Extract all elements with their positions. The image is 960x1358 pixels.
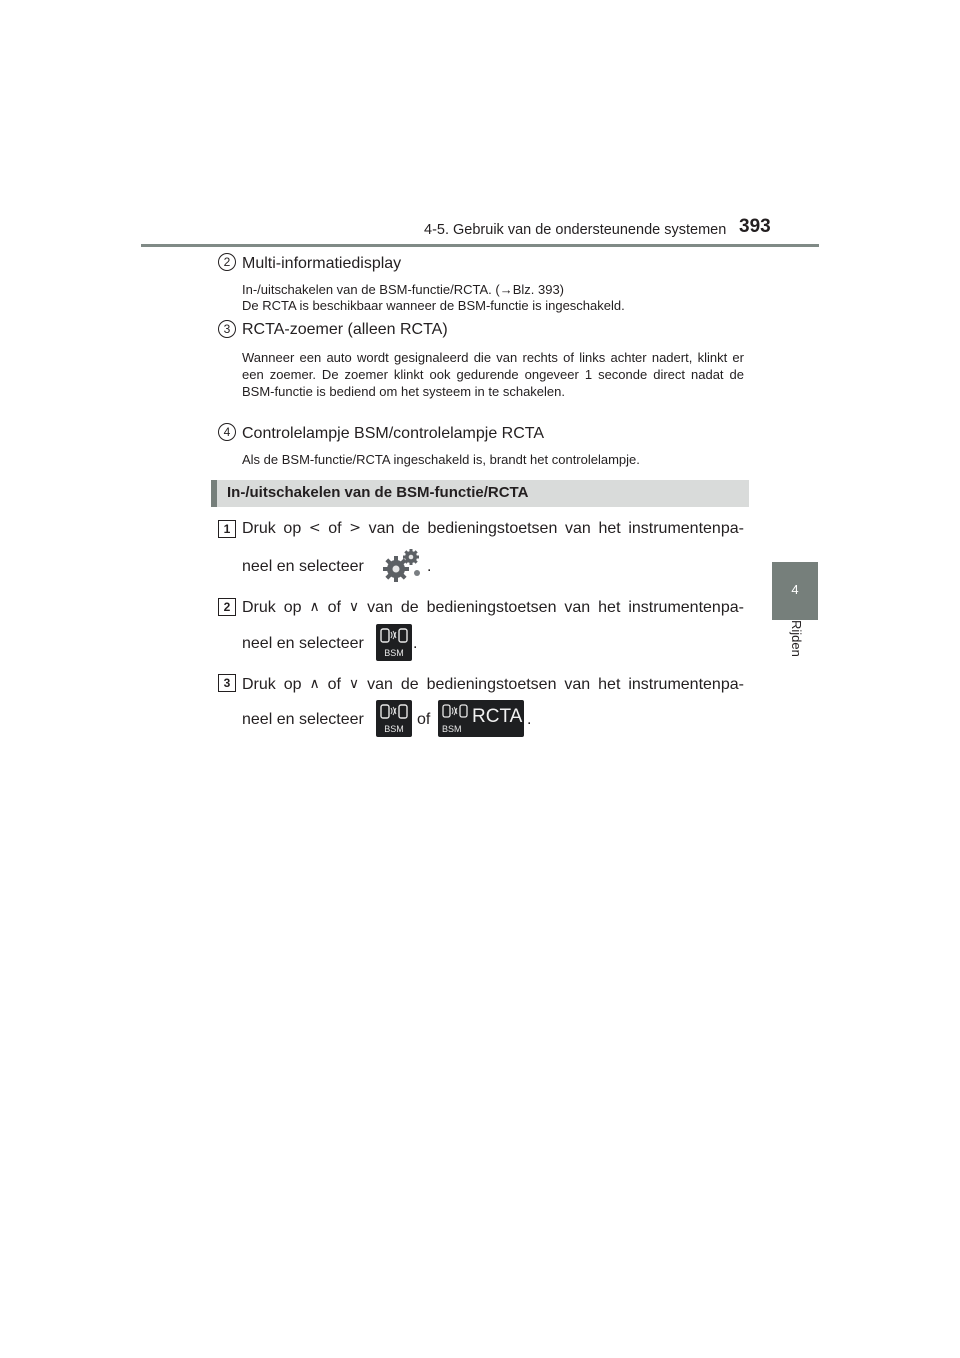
chapter-tab [772, 562, 818, 620]
up-key-symbol: ∧ [309, 599, 320, 615]
word: of [328, 520, 342, 537]
step-1-line-1 [242, 520, 744, 538]
settings-gear-icon [380, 545, 424, 585]
bsm-icon-label: BSM [384, 724, 404, 734]
chapter-label: Rijden [789, 620, 804, 657]
word: Druk [242, 676, 276, 693]
word: bedieningstoetsen [426, 676, 557, 693]
header-rule [141, 244, 819, 247]
section-header [211, 480, 749, 507]
word: op [283, 520, 302, 537]
step-2-end: . [413, 635, 418, 652]
step-marker-1: 1 [218, 520, 236, 538]
step-2-line-2: neel en selecteer [242, 635, 364, 652]
word: van [564, 676, 591, 693]
item-marker-3: 3 [218, 320, 236, 338]
page-number: 393 [739, 216, 771, 237]
word: van [367, 676, 393, 693]
word: de [400, 676, 419, 693]
item-title-display: Multi-informatiedisplay [242, 255, 402, 272]
step-3-line-2: neel en selecteer [242, 711, 364, 728]
item-marker-2: 2 [218, 253, 236, 271]
word: instrumentenpa- [628, 676, 744, 693]
step-3-end: . [527, 711, 532, 728]
step-3-or: of [417, 711, 431, 728]
chapter-number: 4 [791, 582, 799, 597]
bsm-icon-label: BSM [442, 724, 462, 734]
step-3-line-1 [242, 676, 744, 694]
bsm-rcta-icon [438, 700, 524, 737]
chapter-label-box [772, 620, 818, 665]
word: Druk [242, 599, 276, 616]
left-key-symbol: < [308, 520, 321, 536]
step-1-end: . [427, 558, 432, 575]
step-2-line-1 [242, 599, 744, 617]
word: bedieningstoetsen [427, 520, 558, 537]
item-text-line: In-/uitschakelen van de BSM-functie/RCTA. (→Blz. 393) [242, 282, 564, 297]
item-marker-4: 4 [218, 423, 236, 441]
word: op [283, 599, 302, 616]
item-text-line: Als de BSM-functie/RCTA ingeschakeld is, brandt het controlelampje. [242, 452, 640, 467]
word: van [367, 599, 393, 616]
item-title-buzzer: RCTA-zoemer (alleen RCTA) [242, 321, 448, 338]
word: bedieningstoetsen [426, 599, 557, 616]
word: het [598, 599, 621, 616]
down-key-symbol: ∨ [348, 676, 360, 692]
down-key-symbol: ∨ [348, 599, 360, 615]
step-marker-2: 2 [218, 598, 236, 616]
word: van [368, 520, 395, 537]
rcta-icon-label: RCTA [472, 706, 523, 727]
up-key-symbol: ∧ [309, 676, 320, 692]
item-text-line: De RCTA is beschikbaar wanneer de BSM-functie is ingeschakeld. [242, 298, 625, 313]
section-title: In-/uitschakelen van de BSM-functie/RCTA [227, 484, 529, 501]
bsm-icon [376, 700, 412, 737]
word: de [400, 599, 419, 616]
word: de [402, 520, 420, 537]
right-key-symbol: > [349, 520, 361, 536]
word: het [598, 676, 621, 693]
word: of [327, 599, 341, 616]
word: op [283, 676, 302, 693]
word: van [565, 520, 591, 537]
header-title: 4-5. Gebruik van de ondersteunende systemen [424, 222, 727, 238]
word: of [327, 676, 341, 693]
bsm-icon [376, 624, 412, 661]
item-title-indicator: Controlelampje BSM/controlelampje RCTA [242, 425, 545, 442]
word: instrumentenpa- [628, 520, 744, 537]
step-1-line-2: neel en selecteer [242, 558, 364, 575]
word: van [564, 599, 591, 616]
item-paragraph: Wanneer een auto wordt gesignaleerd die van rechts of links achter nadert, klinkt er een zoemer. De zoemer klinkt ook gedurende ongeveer 1 seconde direct nadat de BSM-functie is bediend om het systeem in te schakelen. [242, 350, 744, 399]
word: Druk [242, 520, 276, 537]
word: het [598, 520, 621, 537]
bsm-icon-label: BSM [384, 648, 404, 658]
word: instrumentenpa- [628, 599, 744, 616]
step-marker-3: 3 [218, 674, 236, 692]
